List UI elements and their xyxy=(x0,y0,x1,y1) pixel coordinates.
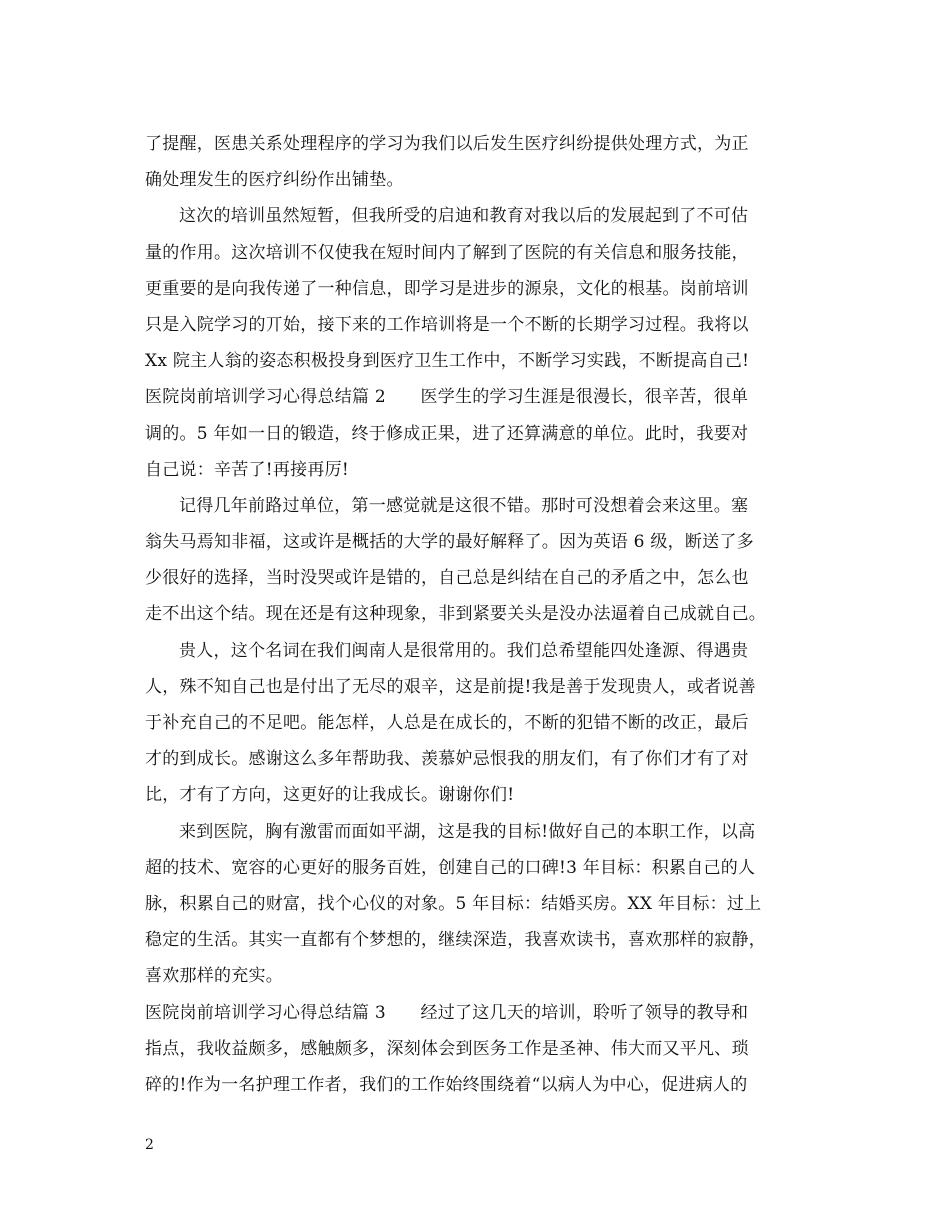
text-line: 比，才有了方向，这更好的让我成长。谢谢你们! xyxy=(145,785,515,806)
text-line: 人，殊不知自己也是付出了无尽的艰辛，这是前提!我是善于发现贵人，或者说善 xyxy=(145,676,756,697)
text-line: 少很好的选择，当时没哭或许是错的，自己总是纠结在自己的矛盾之中，怎么也 xyxy=(145,568,749,589)
paragraph-start-line: 来到医院，胸有激雷而面如平湖，这是我的目标!做好自己的本职工作，以高 xyxy=(179,821,756,842)
text-line: 只是入院学习的丌始，接下来的工作培训将是一个不断的长期学习过程。我将以 xyxy=(145,314,749,335)
paragraph-start-line: 记得几年前路过单位，第一感觉就是这很不错。那时可没想着会来这里。塞 xyxy=(179,495,749,516)
text-line: 超的技术、宽容的心更好的服务百姓，创建自己的口碑!3 年目标：积累自己的人 xyxy=(145,857,756,878)
text-line: 于补充自己的不足吧。能怎样，人总是在成长的，不断的犯错不断的改正，最后 xyxy=(145,713,749,733)
text-line: 了提醒，医患关系处理程序的学习为我们以后发生医疗纠纷提供处理方式，为正 xyxy=(145,134,749,154)
text-line: 更重要的是向我传递了一种信息，即学习是进步的源泉，文化的根基。岗前培训 xyxy=(145,278,749,299)
paragraph-start-line: 贵人，这个名词在我们闽南人是很常用的。我们总希望能四处逢源、得遇贵 xyxy=(179,640,749,661)
section-heading-line: 医院岗前培训学习心得总结篇 3 经过了这几天的培训，聆听了领导的教导和 xyxy=(145,1002,749,1023)
document-body xyxy=(145,126,815,1103)
text-line: 碎的!作为一名护理工作者，我们的工作始终围绕着“以病人为中心，促进病人的 xyxy=(145,1074,748,1095)
text-line: 喜欢那样的充实。 xyxy=(145,966,283,987)
text-line: 调的。5 年如一日的锻造，终于修成正果，进了还算满意的单位。此时，我要对 xyxy=(145,423,749,444)
text-line: 走不出这个结。现在还是有这种现象，非到紧要关头是没办法逼着自己成就自己。 xyxy=(145,604,766,625)
text-line: 自己说：辛苦了!再接再厉! xyxy=(145,459,349,480)
section-heading-line: 医院岗前培训学习心得总结篇 2 医学生的学习生涯是很漫长，很辛苦，很单 xyxy=(145,387,749,408)
text-line: 确处理发生的医疗纠纷作出铺垫。 xyxy=(145,170,404,191)
text-line: Xx 院主人翁的姿态积极投身到医疗卫生工作中，不断学习实践，不断提高自己! xyxy=(145,351,750,372)
page-number: 2 xyxy=(145,1137,154,1153)
text-line: 脉，积累自己的财富，找个心仪的对象。5 年目标：结婚买房。XX 年目标：过上 xyxy=(145,893,762,914)
text-line: 稳定的生活。其实一直都有个梦想的，继续深造，我喜欢读书，喜欢那样的寂静， xyxy=(145,930,766,951)
text-line: 才的到成长。感谢这么多年帮助我、羡慕妒忌恨我的朋友们，有了你们才有了对 xyxy=(145,749,749,770)
text-line: 量的作用。这次培训不仅使我在短时间内了解到了医院的有关信息和服务技能， xyxy=(145,242,749,263)
paragraph-start-line: 这次的培训虽然短暂，但我所受的启迪和教育对我以后的发展起到了不可估 xyxy=(179,206,749,227)
text-line: 指点，我收益颇多，感触颇多，深刻体会到医务工作是圣神、伟大而又平凡、琐 xyxy=(145,1038,749,1059)
text-line: 翁失马焉知非福，这或许是概括的大学的最好解释了。因为英语 6 级，断送了多 xyxy=(145,532,754,553)
